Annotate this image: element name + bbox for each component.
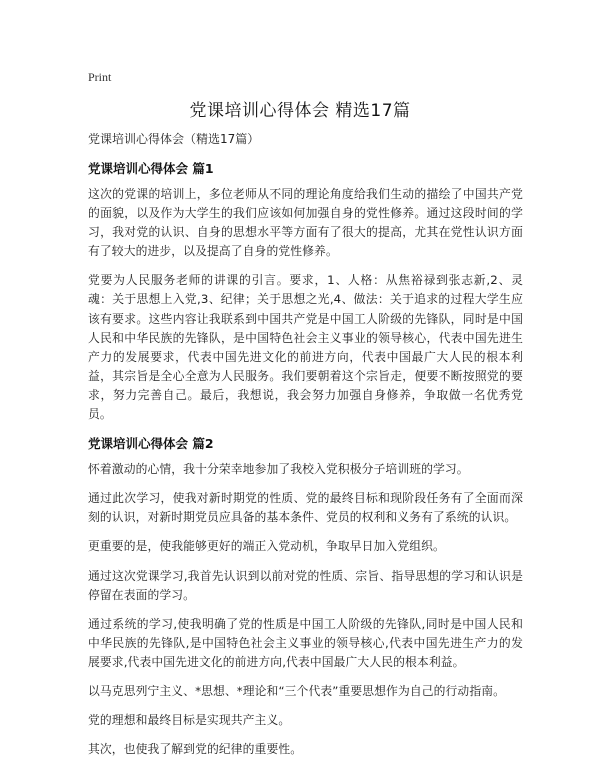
paragraph: 怀着激动的心情，我十分荣幸地参加了我校入党积极分子培训班的学习。 [88,462,469,477]
section-heading: 党课培训心得体会 篇2 [88,436,214,452]
paragraph: 通过这次党课学习,我首先认识到以前对党的性质、宗旨、指导思想的学习和认识是停留在表面的学习。 [88,568,523,602]
paragraph: 党的理想和最终目标是实现共产主义。 [88,713,291,728]
paragraph: 以马克思列宁主义、*思想、*理论和“三个代表”重要思想作为自己的行动指南。 [88,683,506,698]
paragraph: 党要为人民服务老师的讲课的引言。要求，1、人格：从焦裕禄到张志新,2、灵魂：关于思想上入党,3、纪律；关于思想之光,4、做法：关于追求的过程大学生应该有要求。这些内容让我联系到中国共产党是中国工人阶级的先锋队，同时是中国人民和中华民族的先锋队，是中国特色社会主义事业的领导核心，代表中国先进生产力的发展要求，代表中国先进文化的前进方向，代表中国最广大人民的根本利益，其宗旨是全心全意为人民服务。我们要朝着这个宗旨走，便要不断按照党的要求，努力完善自己。最后，我想说，我会努力加强自身修养，争取做一名优秀党员。 [88,273,523,422]
page-title: 党课培训心得体会 精选17篇 [189,101,411,121]
section-1 [88,159,523,424]
paragraph: 通过系统的学习,使我明确了党的性质是中国工人阶级的先锋队,同时是中国人民和中华民族的先锋队,是中国特色社会主义事业的领导核心,代表中国先进生产力的发展要求,代表中国先进文化的前进方向,代表中国最广大人民的根本利益。 [88,616,523,669]
paragraph: 更重要的是，使我能够更好的端正入党动机，争取早日加入党组织。 [88,539,445,554]
section-heading: 党课培训心得体会 篇1 [88,161,214,176]
section-2 [88,434,523,759]
document-subtitle: 党课培训心得体会（精选17篇） [88,132,260,146]
paragraph: 其次，也使我了解到党的纪律的重要性。 [88,742,303,757]
print-label: Print [88,70,112,84]
paragraph: 通过此次学习，使我对新时期党的性质、党的最终目标和现阶段任务有了全面而深刻的认识，对新时期党员应具备的基本条件、党员的权利和义务有了系统的认识。 [88,491,523,525]
document-body [88,130,523,769]
paragraph: 这次的党课的培训上，多位老师从不同的理论角度给我们生动的描绘了中国共产党的面貌，以及作为大学生的我们应该如何加强自身的党性修养。通过这段时间的学习，我对党的认识、自身的思想水平等方面有了很大的提高，尤其在党性认识方面有了较大的进步，以及提高了自身的党性修养。 [88,187,523,259]
